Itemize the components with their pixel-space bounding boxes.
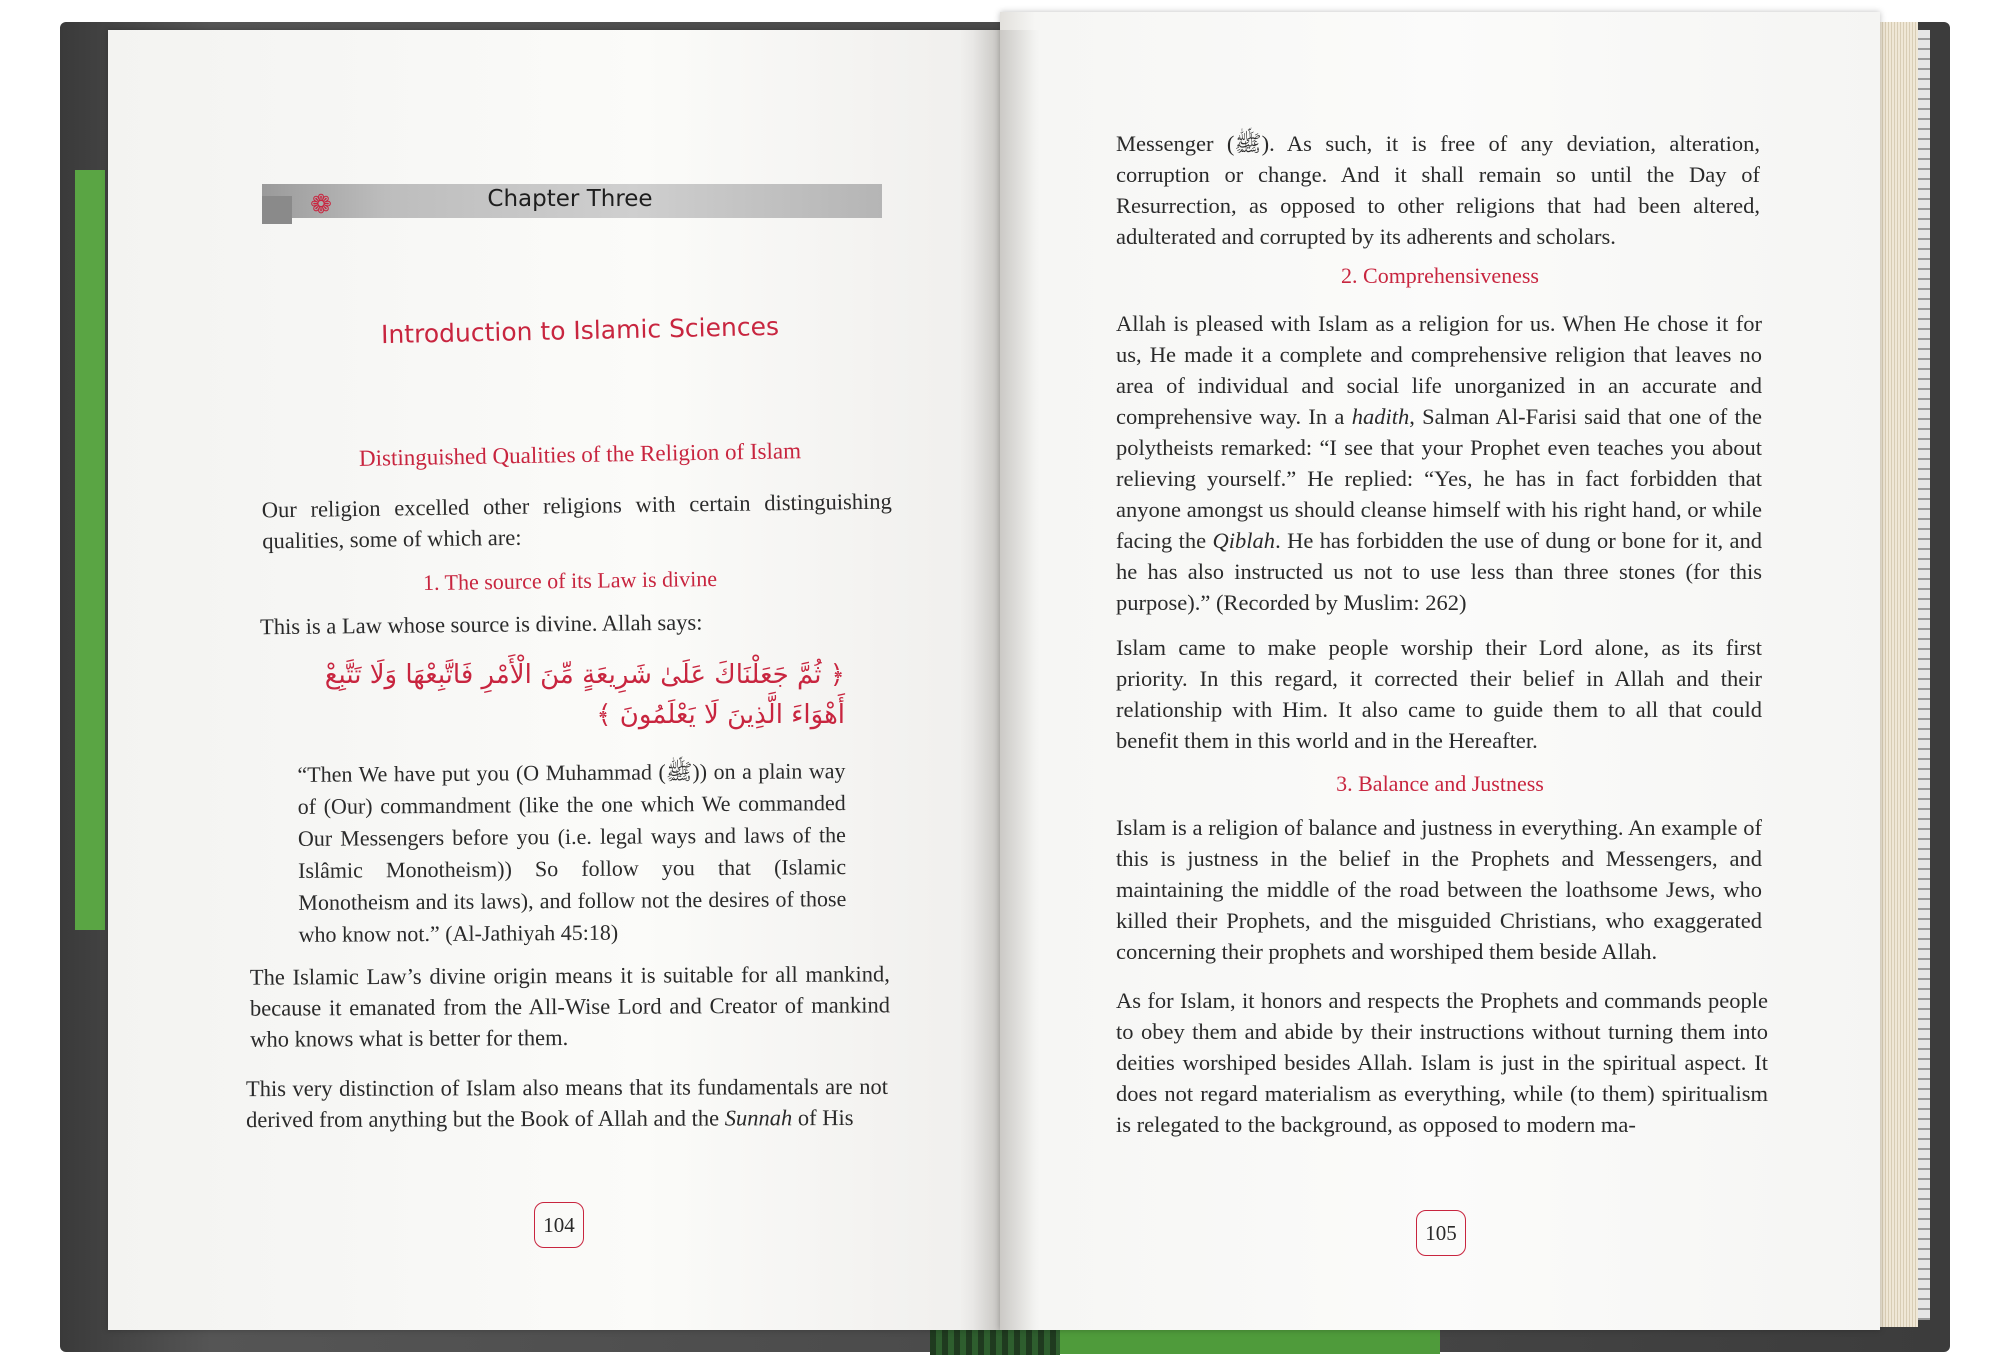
page-edges: [1880, 22, 1918, 1327]
verse-translation: [297, 755, 846, 951]
edge-stitching: [1918, 30, 1930, 1320]
origin-paragraph: [250, 958, 890, 1054]
italic-term: Qiblah: [1212, 528, 1276, 553]
cover-green-bottom: [1060, 1330, 1440, 1354]
page-number-right: 105: [1416, 1210, 1466, 1256]
subheading-balance: 3. Balance and Justness: [1336, 771, 1544, 796]
distinction-paragraph: [246, 1071, 888, 1135]
text-run: , Salman Al-Farisi said that one of the polytheists remarked: “I see that your Prophet even teaches you about relieving yourself.” He replied: “Yes, he has in fact forbidden that anyone amongst us should cleanse himself with his right hand, or while facing the: [1116, 404, 1762, 553]
paragraph-text: This is a Law whose source is divine. Allah says:: [259, 609, 703, 640]
text-run: of His: [792, 1105, 854, 1131]
subheading-divine-law: 1. The source of its Law is divine: [422, 565, 718, 596]
text-run: This very distinction of Islam also means that its fundamentals are not derived from anything but the Book of Allah and the: [245, 1073, 888, 1133]
italic-term: Sunnah: [724, 1105, 793, 1131]
worship-paragraph: [1116, 632, 1762, 756]
translation-text: “Then We have put you (O Muhammad (ﷺ)) on a plain way of (Our) commandment (like the one which We commanded Our Messengers before you (i.e. legal ways and laws of the Islâmic Monotheism)) So follow you that (Islamic Monotheism and its laws), and follow not the desires of those who know not.” (Al-Jathiyah 45:18): [297, 758, 847, 947]
page-number-left: 104: [534, 1202, 584, 1248]
law-paragraph: [260, 605, 880, 642]
arabic-verse: ﴿ ثُمَّ جَعَلْنَاكَ عَلَىٰ شَرِيعَةٍ مِّنَ الْأَمْرِ فَاتَّبِعْهَا وَلَا تَتَّبِعْ أَهْوَاءَ الَّذِينَ لَا يَعْلَمُونَ ﴾: [324, 660, 845, 730]
section-heading: Distinguished Qualities of the Religion of Islam: [358, 438, 802, 471]
comprehensive-paragraph: [1116, 308, 1762, 618]
text-run: Allah is pleased with Islam as a religion for us. When He chose it for us, He made it a complete and comprehensive religion that leaves no area of individual and social life unorganized in an accurate and comprehensive way. In a: [1116, 311, 1762, 429]
chapter-label: Chapter Three: [487, 186, 653, 212]
paragraph-text: As for Islam, it honors and respects the Prophets and commands people to obey them and abide by their instructions without turning them into deities worshiped besides Allah. Islam is just in the spiritual aspect. It does not regard materialism as everything, while (to them) spiritualism is relegated to the background, as opposed to modern ma-: [1116, 988, 1768, 1137]
floral-ornament-icon: ❁: [310, 190, 332, 219]
paragraph-text: Messenger (ﷺ). As such, it is free of any deviation, alteration, corruption or change. And it shall remain so until the Day of Resurrection, as opposed to other religions that had been altered, adulterated and corrupted by its adherents and scholars.: [1116, 131, 1760, 249]
honors-paragraph: [1116, 985, 1768, 1140]
text-run: . He has forbidden the use of dung or bone for it, and he has also instructed us not to use less than three stones (for this purpose).” (Recorded by Muslim: 262): [1116, 528, 1762, 615]
intro-paragraph: [262, 486, 893, 557]
paragraph-text: The Islamic Law’s divine origin means it is suitable for all mankind, because it emanated from the All-Wise Lord and Creator of mankind who knows what is better for them.: [249, 961, 891, 1052]
paragraph-text: Islam came to make people worship their Lord alone, as its first priority. In this regard, it corrected their belief in Allah and their relationship with Him. It also came to guide them to all that could benefit them in this world and in the Hereafter.: [1116, 635, 1762, 753]
subheading-comprehensiveness: 2. Comprehensiveness: [1341, 263, 1539, 288]
paragraph-text: Our religion excelled other religions with certain distinguishing qualities, some of which are:: [261, 488, 892, 554]
cover-green-strip: [75, 170, 105, 930]
italic-term: hadith: [1351, 404, 1410, 429]
balance-paragraph: [1116, 812, 1762, 967]
paragraph-text: [246, 1071, 888, 1135]
chapter-banner-tab: [262, 196, 292, 224]
paragraph-text: Islam is a religion of balance and justness in everything. An example of this is justness in the belief in the Prophets and Messengers, and maintaining the middle of the road between the loathsome Jews, who killed their Prophets, and the misguided Christians, who exaggerated concerning their prophets and worshiped them beside Allah.: [1116, 815, 1762, 964]
chapter-title: Introduction to Islamic Sciences: [380, 311, 780, 350]
messenger-paragraph: [1116, 128, 1760, 252]
paragraph-text: [1116, 308, 1762, 618]
gutter-shadow: [960, 30, 1040, 1330]
